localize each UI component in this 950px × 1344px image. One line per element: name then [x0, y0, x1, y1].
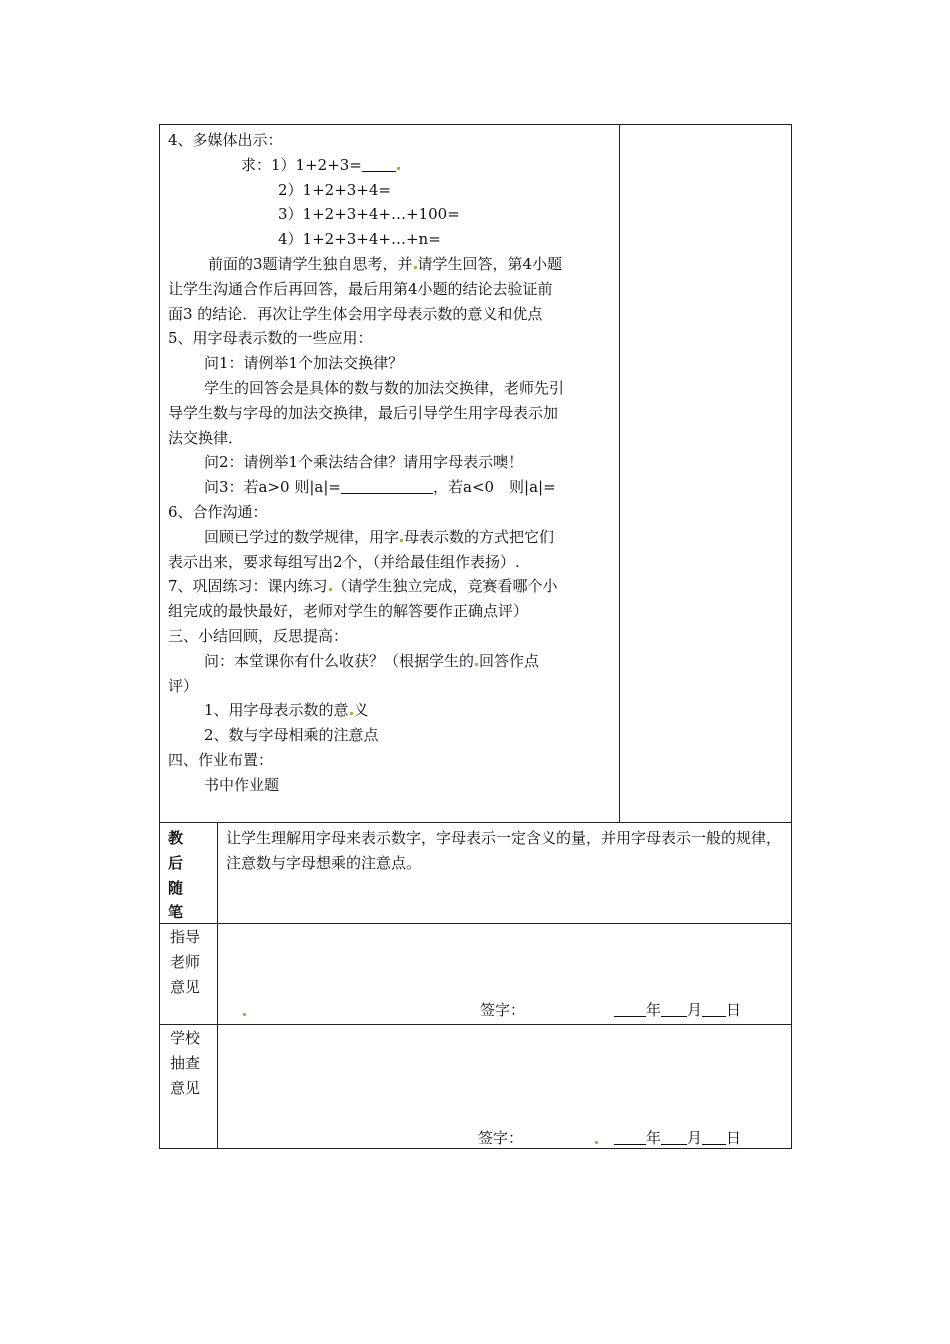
label-char: 随	[168, 878, 184, 897]
text-segment: ，若a<0 则|a|=	[433, 478, 556, 497]
text-line: 三、小结回顾，反思提高：	[168, 626, 349, 645]
month-blank	[661, 1002, 687, 1017]
year-blank	[614, 1130, 646, 1145]
school-date	[614, 1127, 741, 1148]
text-line: 四、作业布置：	[168, 750, 274, 769]
text-segment: 义	[353, 701, 369, 720]
decorative-mark	[400, 539, 403, 542]
text-line: 2）1+2+3+4=	[278, 180, 391, 199]
day-blank	[702, 1130, 726, 1145]
school-signature-label: 签字：	[478, 1129, 524, 1147]
text-line: 法交换律．	[168, 428, 244, 447]
month-blank	[661, 1130, 687, 1145]
text-segment: 1、用字母表示数的意	[204, 701, 349, 720]
school-label	[170, 1026, 206, 1101]
text-line	[168, 525, 618, 550]
text-segment: （请学生独立完成，竞赛看哪个小	[332, 577, 558, 596]
month-label: 月	[687, 1129, 703, 1147]
label-line: 老师	[170, 953, 201, 971]
row-divider-1	[160, 822, 791, 823]
text-line: 6、合作沟通：	[168, 502, 268, 521]
year-label: 年	[646, 1001, 662, 1019]
text-line	[168, 475, 618, 500]
text-line: 问1：请例举1个加法交换律？	[204, 354, 404, 373]
text-line	[168, 252, 618, 277]
text-line: 书中作业题	[204, 775, 280, 794]
day-blank	[702, 1002, 726, 1017]
text-segment: 问3：若a>0 则|a|=	[204, 478, 341, 497]
advisor-signature-label: 签字：	[480, 1001, 526, 1019]
label-char: 笔	[168, 903, 184, 922]
label-line: 指导	[170, 928, 201, 946]
year-label: 年	[646, 1129, 662, 1147]
label-line: 抽查	[170, 1054, 201, 1072]
text-line: 4、多媒体出示：	[168, 131, 283, 149]
text-segment: 回顾已学过的数学规律，用字	[204, 527, 400, 546]
text-line: 组完成的最快最好，老师对学生的解答要作正确点评）	[168, 602, 529, 621]
text-segment: 前面的3题请学生独自思考，并	[208, 254, 413, 273]
text-segment: 问：本堂课你有什么收获？（根据学生的	[204, 651, 475, 670]
decorative-mark	[414, 266, 417, 269]
lesson-plan-table	[159, 124, 792, 1149]
label-line: 意见	[170, 1079, 201, 1097]
text-line: 学生的回答会是具体的数与数的加法交换律，老师先引	[204, 378, 565, 397]
answer-blank	[341, 477, 433, 494]
decorative-mark	[350, 712, 353, 715]
text-line: 4）1+2+3+4+…+n=	[278, 230, 441, 249]
text-line: 5、用字母表示数的一些应用：	[168, 329, 373, 348]
problem-1-text: 求：1）1+2+3=	[241, 155, 362, 174]
reflection-label	[168, 826, 186, 925]
label-column-divider	[217, 822, 218, 1149]
decorative-mark	[397, 167, 400, 170]
label-char: 教	[168, 829, 184, 847]
decorative-mark	[595, 1141, 598, 1144]
text-line: 导学生数与字母的加法交换律，最后引导学生用字母表示加	[168, 403, 559, 422]
advisor-date	[614, 999, 741, 1020]
text-line: 问2：请例举1个乘法结合律？请用字母表示噢！	[204, 453, 524, 472]
decorative-mark	[243, 1013, 246, 1016]
text-segment: 7、巩固练习：课内练习	[168, 577, 328, 596]
row-divider-3	[160, 1024, 791, 1025]
text-line	[168, 698, 618, 723]
text-line: 2、数与字母相乘的注意点	[204, 726, 379, 745]
main-cell-content	[168, 128, 618, 798]
label-line: 意见	[170, 978, 201, 996]
answer-blank	[362, 155, 396, 172]
label-char: 后	[168, 853, 184, 872]
year-blank	[614, 1002, 646, 1017]
text-line: 3）1+2+3+4+…+100=	[278, 205, 460, 224]
day-label: 日	[726, 1001, 742, 1019]
reflection-text: 让学生理解用字母来表示数字，字母表示一定含义的量，并用字母表示一般的规律，注意数与字母想乘的注意点。	[226, 829, 782, 872]
text-segment: 请学生回答，第4小题	[417, 254, 563, 273]
text-line: 表示出来，要求每组写出2个，（并给最佳组作表扬）.	[168, 552, 520, 571]
day-label: 日	[726, 1129, 742, 1147]
text-line: 让学生沟通合作后再回答，最后用第4小题的结论去验证前	[168, 279, 553, 298]
right-column-divider	[619, 125, 620, 822]
text-segment: 母表示数的方式把它们	[404, 527, 555, 546]
text-line	[168, 649, 618, 674]
decorative-mark	[475, 663, 478, 666]
month-label: 月	[687, 1001, 703, 1019]
text-line: 评）	[168, 676, 199, 695]
decorative-mark	[329, 588, 332, 591]
row-divider-2	[160, 923, 791, 924]
text-line	[168, 574, 618, 599]
advisor-label	[170, 925, 206, 1000]
label-line: 学校	[170, 1029, 201, 1047]
text-line	[168, 153, 618, 178]
text-segment: 回答作点	[479, 651, 540, 670]
text-line: 面3 的结论．再次让学生体会用字母表示数的意义和优点	[168, 304, 543, 323]
